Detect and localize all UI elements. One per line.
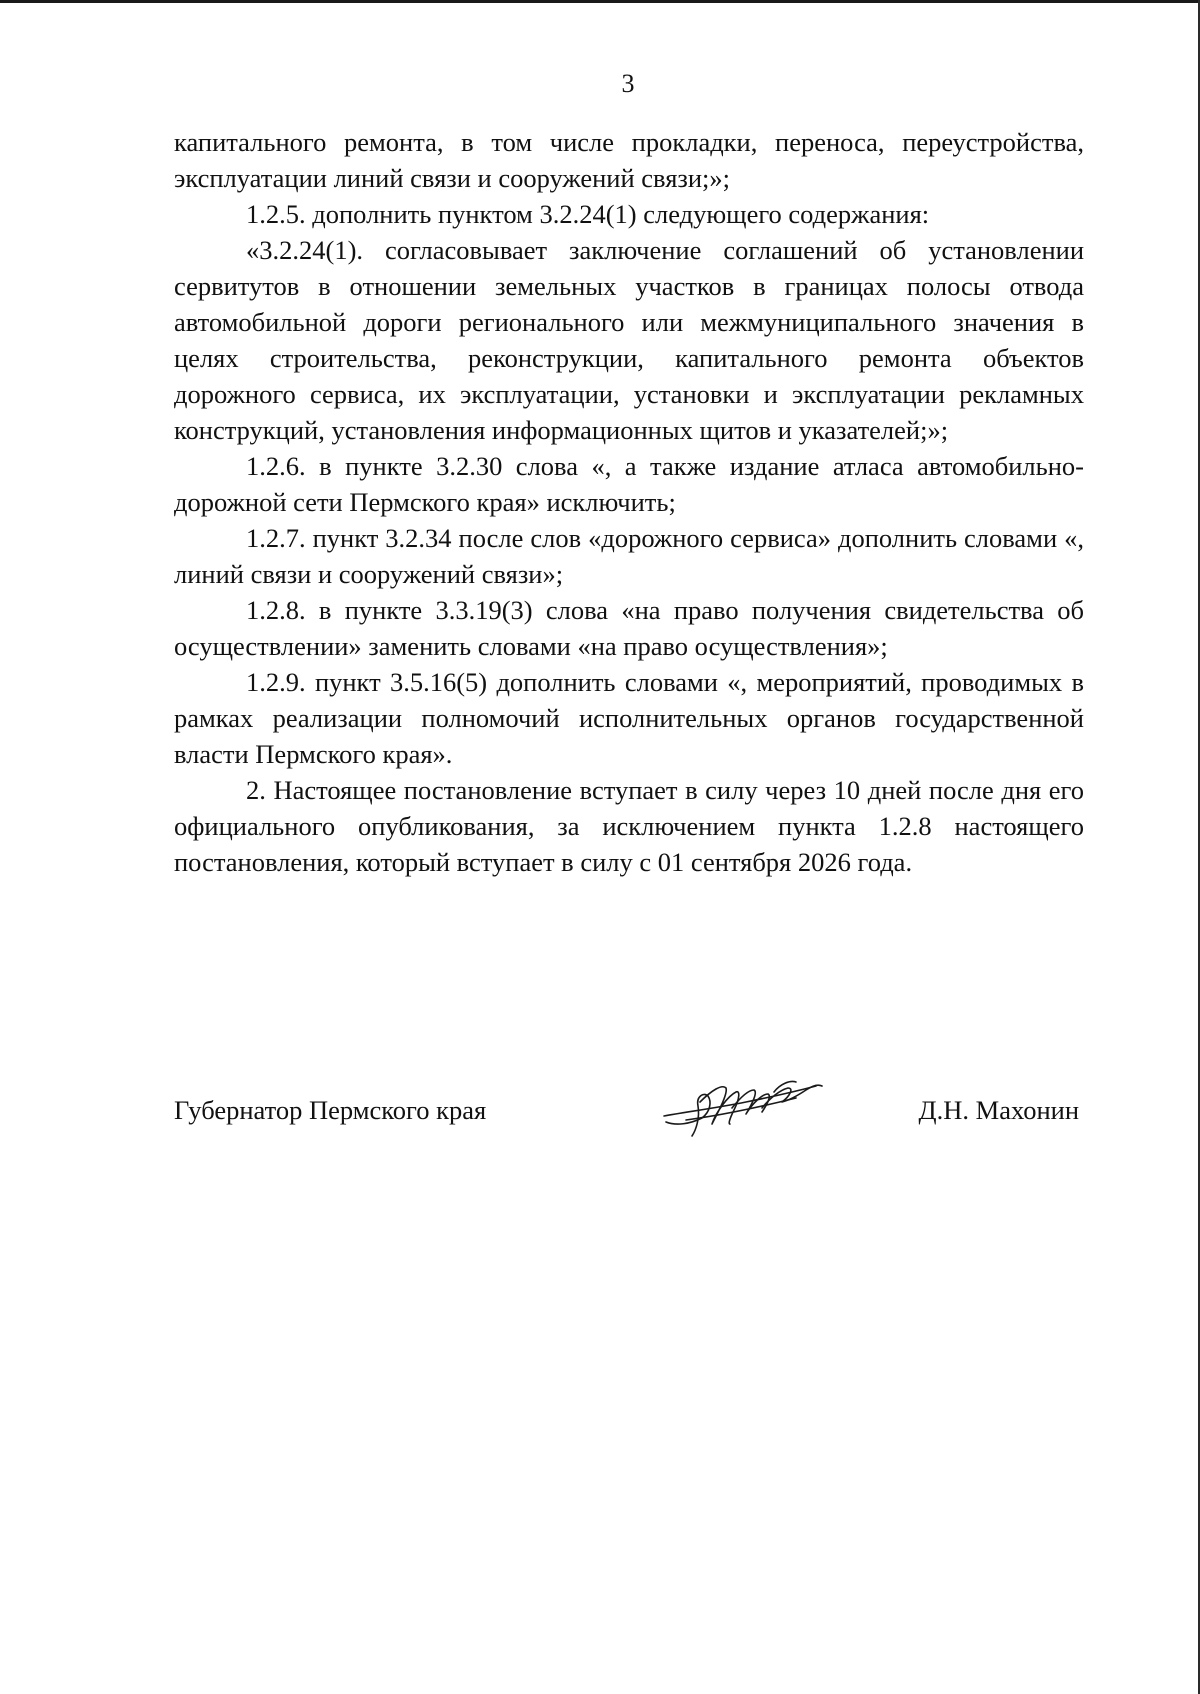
paragraph-1-2-9: 1.2.9. пункт 3.5.16(5) дополнить словами «, мероприятий, проводимых в рамках реализации полномочий исполнительных органов государственной власти Пермского края». — [174, 667, 1084, 769]
document-body — [174, 124, 1084, 880]
signatory-name: Д.Н. Махонин — [918, 1095, 1079, 1125]
scan-edge-top — [0, 0, 1200, 3]
signatory-title: Губернатор Пермского края — [174, 1095, 487, 1125]
signature-block — [174, 1092, 1084, 1172]
paragraph-3-2-24-1: «3.2.24(1). согласовывает заключение соглашений об установлении сервитутов в отношении земельных участков в границах полосы отвода автомобильной дороги регионального или межмуниципального значения в целях строительства, реконструкции, капитального ремонта объектов дорожного сервиса, их эксплуатации, установки и эксплуатации рекламных конструкций, установления информационных щитов и указателей;»; — [174, 235, 1084, 445]
paragraph-1-2-7: 1.2.7. пункт 3.2.34 после слов «дорожного сервиса» дополнить словами «, линий связи и сооружений связи»; — [174, 523, 1084, 589]
page-number: 3 — [621, 69, 635, 98]
paragraph-continuation: капитального ремонта, в том числе прокладки, переноса, переустройства, эксплуатации линий связи и сооружений связи;»; — [174, 127, 1084, 193]
handwritten-signature-icon — [656, 1072, 826, 1142]
paragraph-2-effective-date: 2. Настоящее постановление вступает в силу через 10 дней после дня его официального опубликования, за исключением пункта 1.2.8 настоящего постановления, который вступает в силу с 01 сентября 2026 года. — [174, 775, 1084, 877]
paragraph-1-2-6: 1.2.6. в пункте 3.2.30 слова «, а также издание атласа автомобильно-дорожной сети Пермского края» исключить; — [174, 451, 1084, 517]
paragraph-1-2-5: 1.2.5. дополнить пунктом 3.2.24(1) следующего содержания: — [246, 199, 930, 229]
paragraph-1-2-8: 1.2.8. в пункте 3.3.19(3) слова «на право получения свидетельства об осуществлении» заменить словами «на право осуществления»; — [174, 595, 1084, 661]
